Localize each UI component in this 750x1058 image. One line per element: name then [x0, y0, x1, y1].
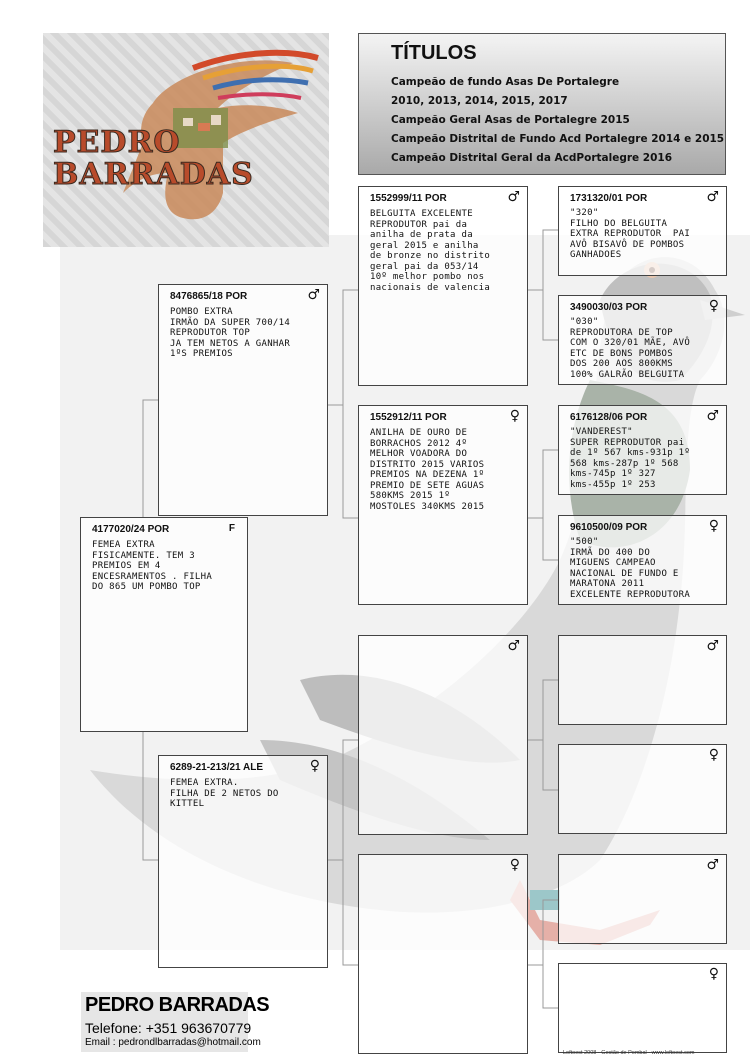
ring-number: 1731320/01 POR [570, 193, 648, 204]
male-icon: ♂ [507, 638, 520, 654]
pigeon-description: POMBO EXTRA IRMÃO DA SUPER 700/14 REPRODUTOR TOP JA TEM NETOS A GANHAR 1ºS PREMIOS [170, 307, 291, 359]
footer-credit: Loftoest 2008 - Gestão de Pombal - www.loftoest.com [563, 1050, 695, 1056]
pedigree-ssd [558, 295, 727, 385]
pedigree-sss [558, 186, 727, 276]
title-line: Campeão Geral Asas de Portalegre 2015 [391, 114, 630, 126]
ring-number: 6289-21-213/21 ALE [170, 762, 264, 773]
male-icon: ♂ [706, 638, 719, 654]
male-icon: ♂ [507, 189, 520, 205]
pigeon-description: FEMEA EXTRA FISICAMENTE. TEM 3 PREMIOS EM 4 ENCESRAMENTOS . FILHA DO 865 UM POMBO TOP [92, 540, 213, 592]
pigeon-description: "030" REPRODUTORA DE TOP COM O 320/01 MÃE, AVÔ ETC DE BONS POMBOS DOS 200 AOS 800KMS 100% GALRÃO BELGUITA [570, 317, 691, 380]
female-icon: ♀ [509, 857, 520, 873]
male-icon: ♂ [706, 189, 719, 205]
pigeon-description: "500" IRMÃ DO 400 DO MIGUENS CAMPEAO NACIONAL DE FUNDO E MARATONA 2011 EXCELENTE REPRODUTORA [570, 537, 691, 600]
contact-phone: Telefone: +351 963670779 [85, 1020, 252, 1036]
title-line: Campeão Distrital Geral da AcdPortalegre 2016 [391, 152, 673, 164]
logo-line-1: PEDRO [53, 125, 181, 160]
sex-label: F [228, 523, 235, 534]
ring-number: 3490030/03 POR [570, 302, 648, 313]
pedigree-dss [558, 635, 727, 725]
pigeon-description: "VANDEREST" SUPER REPRODUTOR pai de 1º 567 kms-931p 1º 568 kms-287p 1º 568 kms-745p 1º 327 kms-455p 1º 253 [570, 427, 691, 490]
logo-line-2: BARRADAS [53, 157, 254, 192]
female-icon: ♀ [708, 518, 719, 534]
pigeon-description: ANILHA DE OURO DE BORRACHOS 2012 4º MELHOR VOADORA DO DISTRITO 2015 VARIOS PREMIOS NA DEZENA 1º PREMIO DE SETE AGUAS 580KMS 2015 1º MOSTOLES 340KMS 2015 [370, 428, 485, 512]
ring-number: 8476865/18 POR [170, 291, 248, 302]
pedigree-sdd [558, 515, 727, 605]
pedigree-dds [558, 854, 727, 944]
female-icon: ♀ [509, 408, 520, 424]
pedigree-sire [158, 284, 328, 516]
pedigree-ddd [558, 963, 727, 1053]
pedigree-dsd [558, 744, 727, 834]
pedigree-subject [80, 517, 248, 732]
ring-number: 6176128/06 POR [570, 412, 648, 423]
male-icon: ♂ [307, 287, 320, 303]
ring-number: 9610500/09 POR [570, 522, 648, 533]
title-line: 2010, 2013, 2014, 2015, 2017 [391, 95, 568, 107]
logo [43, 33, 329, 247]
female-icon: ♀ [708, 298, 719, 314]
titles-panel [358, 33, 726, 175]
contact-name: PEDRO BARRADAS [85, 994, 270, 1016]
female-icon: ♀ [708, 966, 719, 982]
pigeon-description: FEMEA EXTRA. FILHA DE 2 NETOS DO KITTEL [170, 778, 279, 809]
title-line: Campeão Distrital de Fundo Acd Portalegre 2014 e 2015 [391, 133, 725, 145]
pigeon-description: BELGUITA EXCELENTE REPRODUTOR pai da anilha de prata da geral 2015 e anilha de bronze no distrito geral pai da 053/14 10º melhor pombo nos nacionais de valencia [370, 209, 491, 293]
contact-email: Email : pedrondlbarradas@hotmail.com [85, 1037, 261, 1048]
male-icon: ♂ [706, 857, 719, 873]
ring-number: 1552999/11 POR [370, 193, 447, 204]
pedigree-sire-sire [358, 186, 528, 386]
pedigree-sire-dam [358, 405, 528, 605]
pigeon-description: "320" FILHO DO BELGUITA EXTRA REPRODUTOR PAI AVÔ BISAVÔ DE POMBOS GANHADOES [570, 208, 691, 260]
pedigree-dam-dam [358, 854, 528, 1054]
titles-heading: TÍTULOS [391, 42, 477, 64]
pedigree-dam-sire [358, 635, 528, 835]
title-line: Campeão de fundo Asas De Portalegre [391, 76, 620, 88]
ring-number: 1552912/11 POR [370, 412, 447, 423]
male-icon: ♂ [706, 408, 719, 424]
female-icon: ♀ [309, 758, 320, 774]
ring-number: 4177020/24 POR [92, 524, 170, 535]
pedigree-sds [558, 405, 727, 495]
female-icon: ♀ [708, 747, 719, 763]
contact-card [81, 992, 270, 1052]
pedigree-dam [158, 755, 328, 968]
